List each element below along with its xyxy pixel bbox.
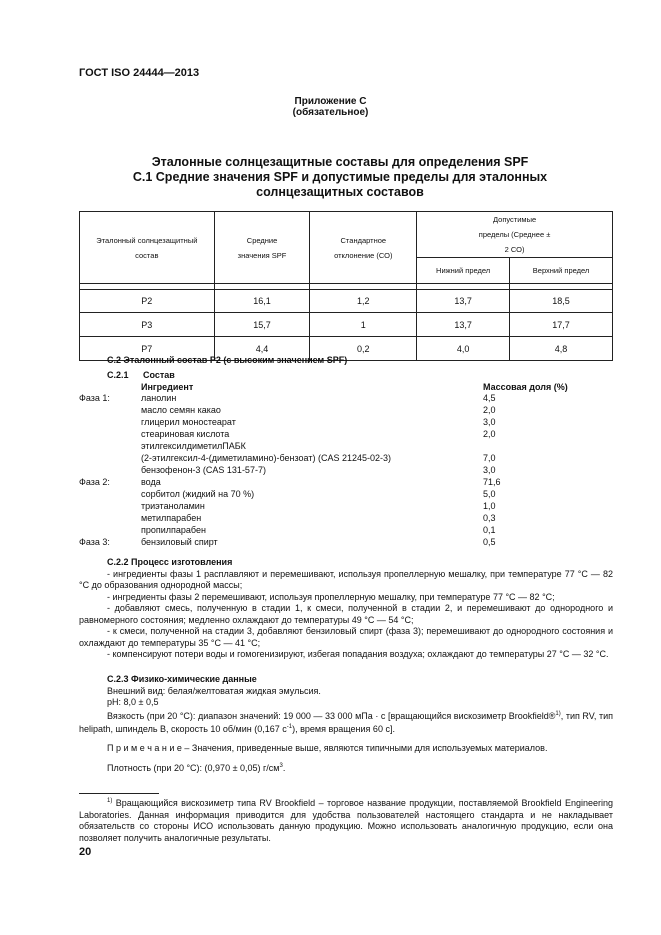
process-step: - ингредиенты фазы 1 расплавляют и перемешивают, используя пропеллерную мешалку, при температуре 77 °С — 82 °С до образования однородной массы; xyxy=(79,568,613,590)
footnote-divider xyxy=(79,793,159,794)
cell-sd: 0,2 xyxy=(310,337,417,361)
viscosity-part: Вязкость (при 20 °С): диапазон значений: 19 000 — 33 000 мПа · с [вращающийся вискозиметр Brookfield® xyxy=(107,710,556,721)
cell-high: 17,7 xyxy=(510,313,613,337)
section-c21-title: Состав xyxy=(143,370,175,380)
mass-value: 71,6 xyxy=(483,477,501,487)
mass-header: Массовая доля (%) xyxy=(483,382,568,392)
appendix-title: Приложение С xyxy=(294,96,367,107)
mass-value: 3,0 xyxy=(483,417,496,427)
document-header: ГОСТ ISO 24444—2013 xyxy=(79,67,200,79)
mass-value: 4,5 xyxy=(483,393,496,403)
ph-text: pH: 8,0 ± 0,5 xyxy=(107,697,159,707)
spf-table xyxy=(79,211,613,361)
ingredient-name: бензофенон-3 (CAS 131-57-7) xyxy=(141,465,266,475)
table-row xyxy=(80,313,613,337)
mass-value: 0,5 xyxy=(483,537,496,547)
appendix-note: (обязательное) xyxy=(292,107,369,118)
header-sd: Стандартное отклонение (СО) xyxy=(310,212,417,284)
header-upper: Верхний предел xyxy=(510,258,613,284)
composition-row xyxy=(79,417,619,428)
cell-name: P3 xyxy=(80,313,215,337)
mass-value: 5,0 xyxy=(483,489,496,499)
section-c2-title: С.2 Эталонный состав Р2 (с высоким значением SPF) xyxy=(107,355,348,365)
process-step: - добавляют смесь, полученную в стадии 1, к смеси, полученной в стадии 2, и перемешивают до однородного и равномерного состояния; медленно охлаждают до температуры 49 °С — 54 °С; xyxy=(79,603,613,625)
ingredient-header: Ингредиент xyxy=(141,382,194,392)
process-step: - ингредиенты фазы 2 перемешивают, используя пропеллерную мешалку, при температуре 77 °С — 82 °С; xyxy=(107,591,555,602)
section-c22-title: С.2.2 Процесс изготовления xyxy=(107,557,233,567)
header-lower: Нижний предел xyxy=(417,258,510,284)
section-c22 xyxy=(79,557,613,661)
density-text xyxy=(79,761,613,775)
mass-value: 7,0 xyxy=(483,453,496,463)
composition-row xyxy=(79,465,619,476)
mass-value: 3,0 xyxy=(483,465,496,475)
composition-row xyxy=(79,429,619,440)
appendix-heading xyxy=(0,96,661,118)
cell-low: 13,7 xyxy=(417,290,510,313)
section-c21-number: С.2.1 xyxy=(107,370,129,380)
composition-row xyxy=(79,537,619,548)
mass-value: 1,0 xyxy=(483,501,496,511)
phase-label: Фаза 2: xyxy=(79,477,110,487)
mass-value: 0,3 xyxy=(483,513,496,523)
ingredient-name: бензиловый спирт xyxy=(141,537,218,547)
header-limits: Допустимые пределы (Среднее ± 2 СО) xyxy=(417,212,613,258)
ingredient-name: сорбитол (жидкий на 70 %) xyxy=(141,489,255,499)
appearance-text: Внешний вид: белая/желтоватая жидкая эмульсия. xyxy=(107,685,321,696)
cell-sd: 1 xyxy=(310,313,417,337)
page-number: 20 xyxy=(79,846,92,858)
composition-row xyxy=(79,441,619,452)
ingredient-name: метилпарабен xyxy=(141,513,202,523)
cell-mean: 15,7 xyxy=(214,313,310,337)
viscosity-part: , тип RV, тип helipath, шпиндель В, скорость 10 об/мин (0,167 с xyxy=(79,710,613,734)
footnote-mark: 1) xyxy=(107,798,113,804)
cell-high: 18,5 xyxy=(510,290,613,313)
ingredient-name: глицерил моностеарат xyxy=(141,417,236,427)
title-line: Эталонные солнцезащитные составы для определения SPF xyxy=(151,155,529,169)
footnote xyxy=(79,796,613,844)
section-c23 xyxy=(79,674,613,775)
ingredient-name: ланолин xyxy=(141,393,177,403)
title-line: С.1 Средние значения SPF и допустимые пределы для эталонных xyxy=(132,170,548,184)
process-step: - к смеси, полученной на стадии 3, добавляют бензиловый спирт (фаза 3); перемешивают до однородного состояния и охлаждают до температуры 35 °С — 41 °С; xyxy=(79,626,613,648)
footnote-text: Вращающийся вискозиметр типа RV Brookfield – торговое название продукции, поставляемой Brookfield Engineering Laboratories. Данная информация приводится для удобства пользователей настоящего стандарта и не накладывает обязательств со стороны ИСО использовать данную продукцию. Можно использовать аналогичную продукцию, если она позволяет получить аналогичные результаты. xyxy=(79,798,613,843)
composition-row xyxy=(79,393,619,404)
ingredient-name: пропилпарабен xyxy=(141,525,206,535)
process-step: - компенсируют потери воды и гомогенизируют, избегая попадания воздуха; охлаждают до температуры 27 °С — 32 °С. xyxy=(107,649,609,659)
composition-row xyxy=(79,477,619,488)
mass-value: 2,0 xyxy=(483,405,496,415)
ingredient-name: триэтаноламин xyxy=(141,501,205,511)
section-title xyxy=(80,155,600,200)
note-text: П р и м е ч а н и е – Значения, приведенные выше, являются типичными для используемых материалов. xyxy=(107,742,548,753)
ingredient-name: стеариновая кислота xyxy=(141,429,230,439)
ingredient-name: (2-этилгексил-4-(диметиламино)-бензоат) (CAS 21245-02-3) xyxy=(141,453,391,463)
ingredient-name: вода xyxy=(141,477,161,487)
title-line: солнцезащитных составов xyxy=(256,185,424,199)
section-c23-title: С.2.3 Физико-химические данные xyxy=(107,674,257,684)
mass-value: 2,0 xyxy=(483,429,496,439)
cell-mean: 4,4 xyxy=(214,337,310,361)
composition-row xyxy=(79,501,619,512)
mass-value: 0,1 xyxy=(483,525,496,535)
superscript: 3 xyxy=(279,763,283,769)
superscript: -1 xyxy=(286,724,293,730)
cell-low: 13,7 xyxy=(417,313,510,337)
ingredient-name: масло семян какао xyxy=(141,405,221,415)
composition-row xyxy=(79,489,619,500)
composition-row xyxy=(79,525,619,536)
cell-sd: 1,2 xyxy=(310,290,417,313)
composition-row xyxy=(79,405,619,416)
footnote-ref: 1) xyxy=(555,710,561,717)
composition-row xyxy=(79,453,619,464)
density-part: Плотность (при 20 °С): (0,970 ± 0,05) г/см xyxy=(107,763,280,773)
ingredient-name: этилгексилдиметилПАБК xyxy=(141,441,246,451)
cell-name: P7 xyxy=(80,337,215,361)
cell-mean: 16,1 xyxy=(214,290,310,313)
phase-label: Фаза 1: xyxy=(79,393,110,403)
density-part: . xyxy=(282,763,286,773)
phase-label: Фаза 3: xyxy=(79,537,110,547)
viscosity-part: ), время вращения 60 с]. xyxy=(292,724,395,734)
header-mean: Средние значения SPF xyxy=(214,212,310,284)
cell-low: 4,0 xyxy=(417,337,510,361)
cell-name: P2 xyxy=(80,290,215,313)
composition-row xyxy=(79,513,619,524)
cell-high: 4,8 xyxy=(510,337,613,361)
table-row xyxy=(80,290,613,313)
header-formulation: Эталонный солнцезащитный состав xyxy=(80,212,215,284)
viscosity-text xyxy=(79,709,613,736)
